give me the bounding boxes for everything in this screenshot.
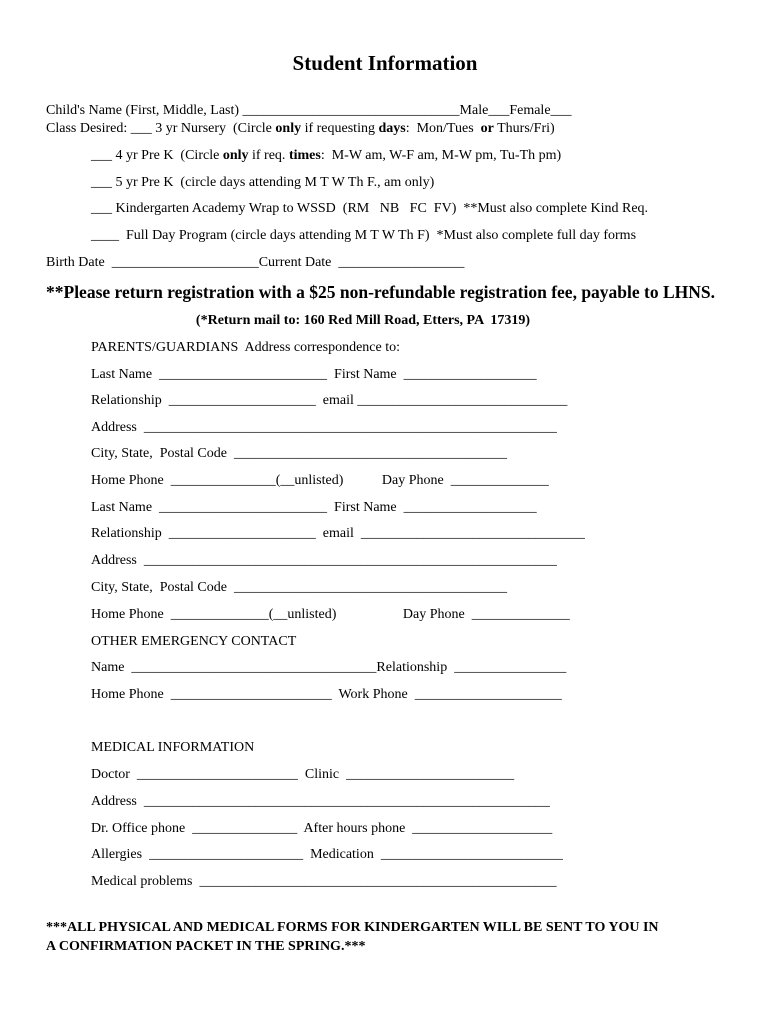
emergency-name-line: Name ___________________________________Relationship ________________ xyxy=(91,660,567,675)
medical-allergies-line: Allergies ______________________ Medication __________________________ xyxy=(91,847,563,862)
return-mail-address: (*Return mail to: 160 Red Mill Road, Etters, PA 17319) xyxy=(195,313,531,328)
class-desired-mid: if requesting xyxy=(301,121,379,136)
prek5-line: ___ 5 yr Pre K (circle days attending M T W Th F., am only) xyxy=(91,175,435,190)
class-desired-days: days xyxy=(378,121,406,136)
prek4-only: only xyxy=(222,148,249,163)
page-title: Student Information xyxy=(292,51,478,75)
prek4-prefix: ___ 4 yr Pre K (Circle xyxy=(91,148,223,163)
guardian2-phone-line: Home Phone ______________(__unlisted) Day Phone ______________ xyxy=(91,607,570,622)
class-desired-or: or xyxy=(480,121,494,136)
class-desired-mid2: : Mon/Tues xyxy=(405,121,481,136)
guardian2-name-line: Last Name ________________________ First Name ___________________ xyxy=(91,500,537,515)
guardian1-city-line: City, State, Postal Code _______________________________________ xyxy=(91,446,507,461)
prek4-times: times xyxy=(288,148,321,163)
prek4-mid: if req. xyxy=(248,148,289,163)
prek4-line xyxy=(91,148,561,164)
kinder-wrap-line: ___ Kindergarten Academy Wrap to WSSD (RM NB FC FV) **Must also complete Kind Req. xyxy=(91,201,649,216)
medical-heading: MEDICAL INFORMATION xyxy=(91,740,255,755)
kindergarten-forms-notice: ***ALL PHYSICAL AND MEDICAL FORMS FOR KINDERGARTEN WILL BE SENT TO YOU IN A CONFIRMATION PACKET IN THE SPRING.*** xyxy=(46,920,659,954)
class-desired-prefix: Class Desired: ___ 3 yr Nursery (Circle xyxy=(46,121,276,136)
guardian2-relationship-line: Relationship _____________________ email ________________________________ xyxy=(91,526,585,541)
prek4-suffix: : M-W am, W-F am, M-W pm, Tu-Th pm) xyxy=(320,148,562,163)
emergency-heading: OTHER EMERGENCY CONTACT xyxy=(91,634,297,649)
guardian1-phone-line: Home Phone _______________(__unlisted) Day Phone ______________ xyxy=(91,473,549,488)
dates-line: Birth Date _____________________Current Date __________________ xyxy=(46,255,465,270)
class-desired-line xyxy=(46,121,555,137)
class-desired-suffix: Thurs/Fri) xyxy=(493,121,555,136)
class-desired-only: only xyxy=(275,121,302,136)
guardian1-address-line: Address ___________________________________________________________ xyxy=(91,420,557,435)
registration-fee-notice: **Please return registration with a $25 non-refundable registration fee, payable to LHNS. xyxy=(46,282,716,302)
full-day-line: ____ Full Day Program (circle days attending M T W Th F) *Must also complete full day forms xyxy=(91,228,637,243)
guardian2-address-line: Address ___________________________________________________________ xyxy=(91,553,557,568)
guardian1-relationship-line: Relationship _____________________ email ______________________________ xyxy=(91,393,568,408)
guardian1-name-line: Last Name ________________________ First Name ___________________ xyxy=(91,367,537,382)
medical-office-phone-line: Dr. Office phone _______________ After hours phone ____________________ xyxy=(91,821,553,836)
emergency-phone-line: Home Phone _______________________ Work Phone _____________________ xyxy=(91,687,562,702)
medical-doctor-line: Doctor _______________________ Clinic ________________________ xyxy=(91,767,515,782)
medical-address-line: Address __________________________________________________________ xyxy=(91,794,550,809)
parents-heading: PARENTS/GUARDIANS Address correspondence to: xyxy=(91,340,401,355)
childs-name-line: Child's Name (First, Middle, Last) _______________________________Male___Female___ xyxy=(46,103,572,118)
guardian2-city-line: City, State, Postal Code _______________________________________ xyxy=(91,580,507,595)
medical-problems-line: Medical problems ___________________________________________________ xyxy=(91,874,557,889)
